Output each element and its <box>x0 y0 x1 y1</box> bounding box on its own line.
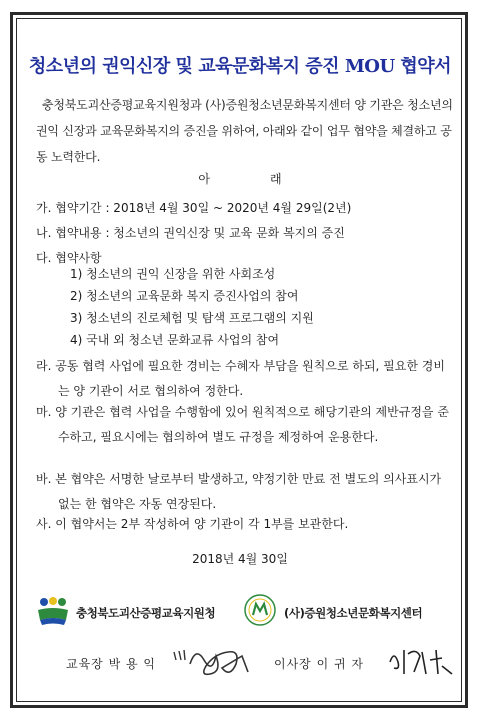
item-marker: 다. <box>36 251 52 265</box>
item-label: 협약사항 <box>55 251 102 265</box>
item-marker: 나. <box>36 226 52 240</box>
paragraph-ra: 라. 공동 협력 사업에 필요한 경비는 수혜자 부담을 원칙으로 하되, 필요한 경비는 양 기관이 서로 협의하여 정한다. <box>36 359 445 398</box>
item-content <box>36 221 456 246</box>
item-value: : 청소년의 권익신장 및 교육 문화 복지의 증진 <box>105 226 345 240</box>
item-label: 협약내용 <box>55 226 102 240</box>
signature-row <box>0 646 480 680</box>
heading-left: 아 <box>198 172 210 186</box>
education-office-logo-icon <box>36 596 70 626</box>
heading-right: 래 <box>270 172 282 186</box>
signature-right-icon <box>386 644 456 680</box>
document-title: 청소년의 권익신장 및 교육문화복지 증진 MOU 협약서 <box>28 56 452 77</box>
item-label: 협약기간 <box>55 201 102 215</box>
item-marker: 가. <box>36 201 52 215</box>
signer-left: 교육장 박 용 익 <box>66 657 156 671</box>
paragraph-ma: 마. 양 기관은 협력 사업을 수행함에 있어 원칙적으로 해당기관의 제반규정을 준수하고, 필요시에는 협의하여 별도 규정을 제정하여 운용한다. <box>36 405 449 444</box>
paragraph-ba: 바. 본 협약은 서명한 날로부터 발생하고, 약정기한 만료 전 별도의 의사표시가 없는 한 협약은 자동 연장된다. <box>36 472 442 511</box>
subitem-1: 1) 청소년의 권익 신장을 위한 사회조성 <box>70 267 276 281</box>
organization-row <box>0 594 480 628</box>
subitem-2: 2) 청소년의 교육문화 복지 증진사업의 참여 <box>70 289 299 303</box>
section-heading <box>0 170 480 187</box>
item-value: : 2018년 4월 30일 ~ 2020년 4월 29일(2년) <box>105 201 352 215</box>
welfare-center-logo-icon <box>244 594 276 626</box>
welfare-center-name: (사)증원청소년문화복지센터 <box>284 606 423 620</box>
signature-left-icon <box>170 642 260 682</box>
education-office-name: 충청북도괴산증평교육지원청 <box>76 606 216 620</box>
item-period <box>36 196 456 221</box>
paragraph-sa: 사. 이 협약서는 2부 작성하여 양 기관이 각 1부를 보관한다. <box>36 517 349 531</box>
subitem-4: 4) 국내 외 청소년 문화교류 사업의 참여 <box>70 333 280 347</box>
intro-paragraph: 충청북도괴산증평교육지원청과 (사)증원청소년문화복지센터 양 기관은 청소년의 권익 신장과 교육문화복지의 증진을 위하여, 아래와 같이 업무 협약을 체결하고 공동 노력한다. <box>36 98 453 164</box>
subitem-3: 3) 청소년의 진로체험 및 탐색 프로그램의 지원 <box>70 311 314 325</box>
signer-right: 이사장 이 귀 자 <box>274 657 364 671</box>
signing-date: 2018년 4월 30일 <box>192 552 288 566</box>
